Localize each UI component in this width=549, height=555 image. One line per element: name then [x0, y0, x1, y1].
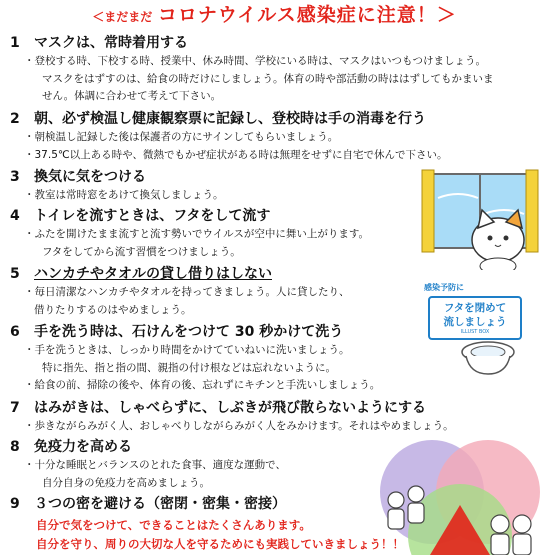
- rule-number: 6: [10, 324, 20, 340]
- rule-item-7: [0, 399, 549, 436]
- rule-heading: [0, 110, 549, 129]
- rule-heading: [0, 399, 549, 418]
- toilet-icon: [458, 338, 518, 376]
- rule-text-line: 自分自身の免疫力を高めましょう。: [42, 476, 210, 489]
- rule-number: 3: [10, 169, 20, 185]
- rule-text-line: ・ 手を洗うときは、しっかり時間をかけてていねいに洗いましょう。: [0, 342, 549, 360]
- window-cat-illustration: [418, 168, 544, 270]
- rule-number: 2: [10, 111, 20, 127]
- rule-number: 9: [10, 496, 20, 512]
- three-cs-illustration: [370, 432, 544, 555]
- rule-heading-text: 手を洗う時は、石けんをつけて 30 秒かけて洗う: [34, 324, 344, 340]
- rule-heading-text: ハンカチやタオルの貸し借りはしない: [34, 266, 272, 282]
- rule-text-line: ・ 教室は常時窓をあけて換気しましょう。: [0, 187, 549, 205]
- title-prefix: ＜まだまだ: [92, 10, 153, 24]
- rule-text-line: ・ 朝検温し記録した後は保護者の方にサインしてもらいましょう。: [0, 129, 549, 147]
- rule-number: 1: [10, 35, 20, 51]
- rule-heading-text: 朝、必ず検温し健康観察票に記録し、登校時は手の消毒を行う: [34, 111, 426, 127]
- rule-text-line: ・ 十分な睡眠とバランスのとれた食事、適度な運動で、: [0, 457, 549, 475]
- rule-heading-text: 免疫力を高める: [34, 439, 132, 455]
- rule-heading-text: ３つの密を避ける（密閉・密集・密接）: [34, 496, 286, 512]
- sign-small-label: ILLUST BOX: [460, 329, 490, 335]
- rule-heading-text: 換気に気をつける: [34, 169, 146, 185]
- toilet-lid-sign: [418, 282, 522, 376]
- rule-text-line: ・ 毎日清潔なハンカチやタオルを持ってきましょう。人に貸したり、: [0, 284, 549, 302]
- rule-text-line: せん。体調に合わせて考えて下さい。: [42, 90, 222, 102]
- rule-heading-text: トイレを流すときは、フタをして流す: [34, 208, 271, 224]
- sign-line-1: フタを閉めて: [443, 302, 507, 314]
- rule-text-line: フタをしてから流す習慣をつけましょう。: [42, 245, 241, 258]
- rule-text-line: マスクをはずすのは、給食の時だけにしましょう。体育の時や部活動の時ははずしてもかまいま: [42, 72, 494, 85]
- rule-number: 8: [10, 439, 20, 455]
- rule-text-line: 借りたりするのはやめましょう。: [34, 303, 192, 316]
- rule-heading: [0, 34, 549, 53]
- closing-line: 自分を守り、周りの大切な人を守るためにも実践していきましょう！！: [36, 537, 404, 551]
- rule-heading-text: はみがきは、しゃべらずに、しぶきが飛び散らないようにする: [34, 400, 426, 416]
- page-title: [0, 0, 549, 30]
- rule-text-line: ・ 給食の前、掃除の後や、体育の後、忘れずにキチンと手洗いしましょう。: [0, 377, 549, 395]
- rule-text-line: ・ ふたを開けたまま流すと流す勢いでウイルスが空中に舞い上がります。: [0, 226, 549, 244]
- rule-item-2: [0, 110, 549, 164]
- rule-text-line: ・ 37.5℃以上ある時や、微熱でもかぜ症状がある時は無理をせずに自宅で休んで下さい。: [0, 147, 549, 165]
- closing-line: 自分で気をつけて、できることはたくさんあります。: [36, 518, 311, 532]
- rule-number: 7: [10, 400, 20, 416]
- rule-number: 5: [10, 266, 20, 282]
- sign-caption: 感染予防に: [424, 283, 464, 292]
- rule-text-line: ・ 登校する時、下校する時、授業中、休み時間、学校にいる時は、マスクはいつもつけましょう。: [0, 53, 549, 71]
- rule-number: 4: [10, 208, 20, 224]
- rule-text-line: ・ 歩きながらみがく人、おしゃべりしながらみがく人をみかけます。それはやめましょう。: [0, 418, 549, 436]
- sign-line-2: 流しましょう: [443, 316, 507, 328]
- sign-plate: [428, 296, 522, 340]
- rule-heading-text: マスクは、常時着用する: [34, 35, 188, 51]
- rule-item-1: [0, 34, 549, 106]
- rule-text-line: 特に指先、指と指の間、親指の付け根などは忘れないように。: [42, 361, 336, 374]
- title-main: コロナウイルス感染症に注意！＞: [157, 4, 457, 26]
